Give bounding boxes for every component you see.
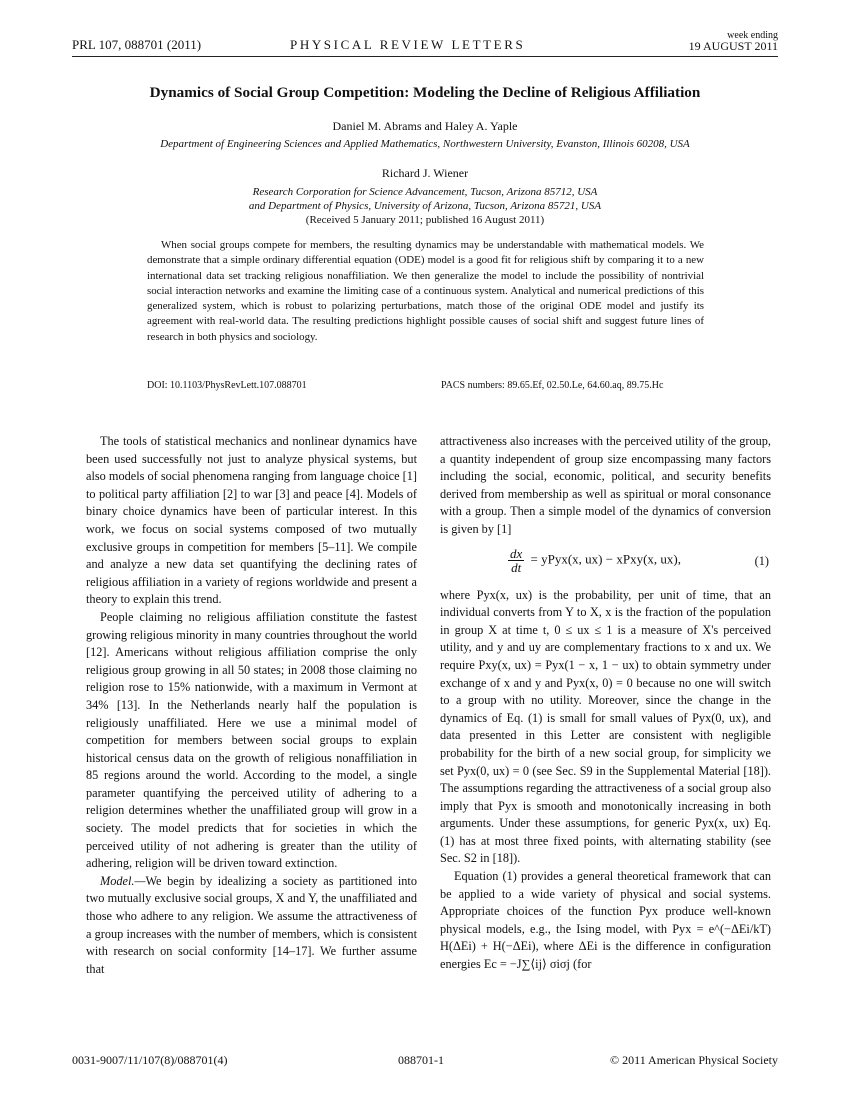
section-label-model: Model.— [100, 873, 146, 888]
authors-group-2: Richard J. Wiener [381, 166, 469, 180]
journal-name: PHYSICAL REVIEW LETTERS [290, 37, 526, 52]
header-rule [72, 56, 778, 57]
equation-denominator: dt [511, 559, 522, 575]
paragraph-model-text: We begin by idealizing a society as partitioned into two mutually exclusive social groups, X and Y, the unaffiliated and those who adhere to any religion. We assume the attractiveness of a group increases with the number of members, which is consistent with research on social conformity [14–17]. We further assume that [86, 873, 417, 976]
footer-issn: 0031-9007/11/107(8)/088701(4) [72, 1053, 228, 1067]
affiliation-2-line-2: and Department of Physics, University of Arizona, Tucson, Arizona 85721, USA [248, 200, 602, 212]
paper-title: Dynamics of Social Group Competition: Modeling the Decline of Religious Affiliation [149, 84, 701, 101]
paragraph-framework: Equation (1) provides a general theoretical framework that can be applied to a wide variety of physical and social systems. Appropriate choices of the function Pyx produce well-known physical models, e.g., the Ising model, with Pyx = e^(−ΔEi/kT) H(ΔEi) + H(−ΔEi), where ΔEi is the difference in configuration energies Ec = −J∑⟨ij⟩ σiσj (for [440, 869, 771, 972]
equation-numerator: dx [510, 545, 523, 561]
paragraph-attractiveness: attractiveness also increases with the perceived utility of the group, a quantity independent of group size encompassing many factors including the social, economic, political, and security benefits derived from membership as well as spiritual or moral consonance with a group. Then a simple model of the dynamics of conversion is given by [1] [440, 434, 771, 536]
abstract: When social groups compete for members, the resulting dynamics may be understandable with mathematical models. We demonstrate that a simple ordinary differential equation (ODE) model is a good fit for religious shift by comparing it to a new international data set tracking religious nonaffiliation. We then generalize the model to include the possibility of nontrivial social interaction networks and examine the limiting case of a continuous system. Analytical and numerical predictions of this generalized system, which is robust to polarizing perturbations, match those of the original ODE model and justify its agreement with real-world data. The resulting predictions highlight possible causes of social shift and suggest future lines of research in both physics and sociology. [147, 239, 704, 343]
footer-copyright: © 2011 American Physical Society [610, 1053, 778, 1067]
pacs-numbers: PACS numbers: 89.65.Ef, 02.50.Le, 64.60.aq, 89.75.Hc [441, 380, 664, 391]
body-column-left [86, 433, 417, 978]
received-dates: (Received 5 January 2011; published 16 August 2011) [305, 214, 545, 226]
authors-group-1: Daniel M. Abrams and Haley A. Yaple [332, 119, 518, 133]
week-ending-label: week ending [727, 30, 778, 41]
equation-1 [440, 543, 771, 579]
affiliation-1: Department of Engineering Sciences and Applied Mathematics, Northwestern University, Evanston, Illinois 60208, USA [160, 138, 690, 150]
paragraph-model [86, 873, 417, 979]
equation-rhs: = yPyx(x, ux) − xPxy(x, ux), [530, 551, 681, 567]
paragraph-definitions: where Pyx(x, ux) is the probability, per unit of time, that an individual converts from Y to X, x is the fraction of the population in group X at time t, 0 ≤ ux ≤ 1 is a measure of X's perceived utility, and y and uy are complementary fractions to x and ux. We require Pxy(x, ux) = Pyx(1 − x, 1 − ux) to obtain symmetry under exchange of x and y and Pyx(x, 0) = 0 because no one will switch to a group with no utility. Moreover, since the change in the dynamics of Eq. (1) is small for small values of Pyx(0, ux), and data presented in this Letter are consistent with negligible probability for the birth of a new social group, for simplicity we set Pyx(0, ux) = 0 (see Sec. S9 in the Supplemental Material [18]). The assumptions regarding the attractiveness of a social group also imply that Pyx is smooth and monotonically increasing in both arguments. Under these assumptions, for generic Pyx(x, ux) Eq. (1) has at most three fixed points, with alternating stability (see Sec. S2 in [18]). [440, 587, 771, 866]
issue-date: 19 AUGUST 2011 [688, 39, 778, 53]
paragraph-nonaffiliation: People claiming no religious affiliation constitute the fastest growing religious minority in many countries throughout the world [12]. Americans without religious affiliation comprise the only religious group growing in all 50 states; in 2008 those claiming no religion rose to 15% nationwide, with a maximum in Vermont at 34% [13]. In the Netherlands nearly half the population is religiously unaffiliated. Here we use a minimal model of competition for members between social groups to explain historical census data on the growth of religious nonaffiliation in 85 regions around the world. According to the model, a single parameter quantifying the perceived utility of adhering to a religion determines whether the unaffiliated group will grow in a society. The model predicts that for societies in which the perceived utility of not adhering is greater than the utility of adhering, religion will be driven toward extinction. [86, 609, 417, 871]
equation-number: (1) [754, 553, 769, 568]
footer-page-number: 088701-1 [398, 1053, 444, 1067]
affiliation-2-line-1: Research Corporation for Science Advancement, Tucson, Arizona 85712, USA [252, 186, 598, 198]
journal-citation: PRL 107, 088701 (2011) [72, 37, 202, 52]
paragraph-intro: The tools of statistical mechanics and nonlinear dynamics have been used successfully not just to analyze physical systems, but also models of social phenomena ranging from language choice [1] to political party affiliation [2] to war [3] and peace [4]. Models of binary choice dynamics have been of particular interest. In this work, we focus on social systems composed of two mutually exclusive groups in competition for members [5–11]. We compile and analyze a new data set quantifying the declining rates of religious affiliation in a variety of regions worldwide and present a theory to explain this trend. [86, 434, 417, 607]
doi-link[interactable]: DOI: 10.1103/PhysRevLett.107.088701 [147, 380, 307, 391]
equation-derivative [508, 547, 524, 574]
body-column-right [440, 433, 771, 974]
